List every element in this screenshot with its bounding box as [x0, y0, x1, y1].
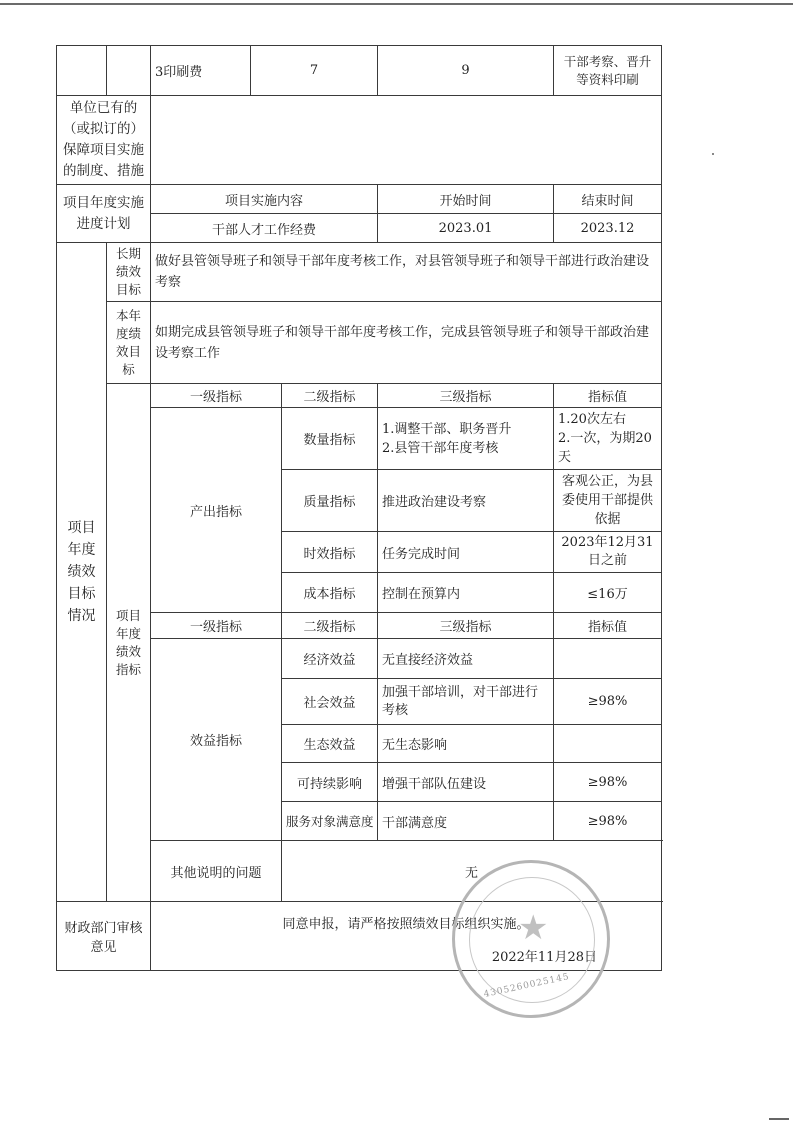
- print-fee-value-1: 7: [251, 46, 378, 96]
- quantity-indicator: 数量指标: [282, 408, 378, 470]
- other-issues-label: 其他说明的问题: [151, 841, 282, 902]
- seal-star-icon: ★: [518, 908, 549, 948]
- header2-target-value: 指标值: [554, 613, 662, 639]
- performance-target-form: [56, 45, 662, 971]
- service-satisfaction-value: ≥98%: [554, 802, 662, 841]
- header-target-value: 指标值: [554, 384, 662, 408]
- schedule-start: 2023.01: [378, 214, 554, 243]
- sustainable-impact: 可持续影响: [282, 763, 378, 802]
- print-fee-value-2: 9: [378, 46, 554, 96]
- schedule-header-row: [57, 185, 662, 214]
- sustainable-impact-value: ≥98%: [554, 763, 662, 802]
- long-term-goal-label: 长期绩效目标: [107, 243, 151, 302]
- finance-opinion-label: 财政部门审核意见: [57, 902, 151, 971]
- output-indicator-label: 产出指标: [151, 408, 282, 613]
- cost-detail: 控制在预算内: [378, 573, 554, 613]
- schedule-header-content: 项目实施内容: [151, 185, 378, 214]
- scan-speck: [712, 153, 714, 155]
- schedule-header-end: 结束时间: [554, 185, 662, 214]
- ecological-benefit-value: [554, 725, 662, 763]
- ecological-benefit-detail: 无生态影响: [378, 725, 554, 763]
- schedule-end: 2023.12: [554, 214, 662, 243]
- quantity-detail: 1.调整干部、职务晋升 2.县管干部年度考核: [378, 408, 554, 470]
- service-satisfaction-detail: 干部满意度: [378, 802, 554, 841]
- annual-goal-label: 本年度绩效目标: [107, 302, 151, 384]
- timeliness-indicator: 时效指标: [282, 532, 378, 573]
- print-fee-item: 3印刷费: [151, 46, 251, 96]
- header2-level-2: 二级指标: [282, 613, 378, 639]
- schedule-header-start: 开始时间: [378, 185, 554, 214]
- long-term-goal-text: 做好县管领导班子和领导干部年度考核工作，对县管领导班子和领导干部进行政治建设考察: [151, 243, 662, 302]
- seal-code: 4305260025145: [482, 972, 571, 1000]
- sustainable-impact-detail: 增强干部队伍建设: [378, 763, 554, 802]
- header-level-3: 三级指标: [378, 384, 554, 408]
- guarantee-value: [151, 96, 662, 185]
- quality-indicator: 质量指标: [282, 470, 378, 532]
- annual-goal-row: [57, 302, 662, 384]
- guarantee-label: 单位已有的（或拟订的）保障项目实施的制度、措施: [57, 96, 151, 185]
- print-fee-row: [57, 46, 662, 96]
- cost-value: ≤16万: [554, 573, 662, 613]
- economic-benefit-detail: 无直接经济效益: [378, 639, 554, 679]
- schedule-label: 项目年度实施进度计划: [57, 185, 151, 243]
- scan-top-edge: [0, 3, 793, 5]
- social-benefit: 社会效益: [282, 679, 378, 725]
- scan-edge-mark: [769, 1118, 789, 1120]
- header2-level-1: 一级指标: [151, 613, 282, 639]
- cost-indicator: 成本指标: [282, 573, 378, 613]
- economic-benefit-value: [554, 639, 662, 679]
- quality-detail: 推进政治建设考察: [378, 470, 554, 532]
- social-benefit-detail: 加强干部培训，对干部进行考核: [378, 679, 554, 725]
- header2-level-3: 三级指标: [378, 613, 554, 639]
- long-term-goal-row: [57, 243, 662, 302]
- quantity-value: 1.20次左右 2.一次，为期20天: [554, 408, 662, 470]
- other-issues-value: 无: [282, 841, 662, 902]
- schedule-content: 干部人才工作经费: [151, 214, 378, 243]
- timeliness-detail: 任务完成时间: [378, 532, 554, 573]
- social-benefit-value: ≥98%: [554, 679, 662, 725]
- benefit-indicator-label: 效益指标: [151, 639, 282, 841]
- header-level-1: 一级指标: [151, 384, 282, 408]
- print-fee-note: 干部考察、晋升等资料印刷: [554, 46, 662, 96]
- indicators-label: 项目年度绩效指标: [107, 384, 151, 902]
- finance-opinion-date: 2022年11月28日: [491, 950, 597, 965]
- service-satisfaction: 服务对象满意度: [282, 802, 378, 841]
- finance-opinion-row: [57, 902, 662, 971]
- finance-opinion-text: 同意申报，请严格按照绩效目标组织实施。: [282, 917, 530, 932]
- perf-goal-label: 项目年度绩效目标情况: [57, 243, 107, 902]
- indicator-header-row: [57, 384, 662, 408]
- finance-opinion-cell: [151, 902, 662, 971]
- annual-goal-text: 如期完成县管领导班子和领导干部年度考核工作，完成县管领导班子和领导干部政治建设考察工作: [151, 302, 662, 384]
- quality-value: 客观公正，为县委使用干部提供依据: [554, 470, 662, 532]
- guarantee-row: [57, 96, 662, 185]
- economic-benefit: 经济效益: [282, 639, 378, 679]
- ecological-benefit: 生态效益: [282, 725, 378, 763]
- timeliness-value: 2023年12月31日之前: [554, 532, 662, 573]
- header-level-2: 二级指标: [282, 384, 378, 408]
